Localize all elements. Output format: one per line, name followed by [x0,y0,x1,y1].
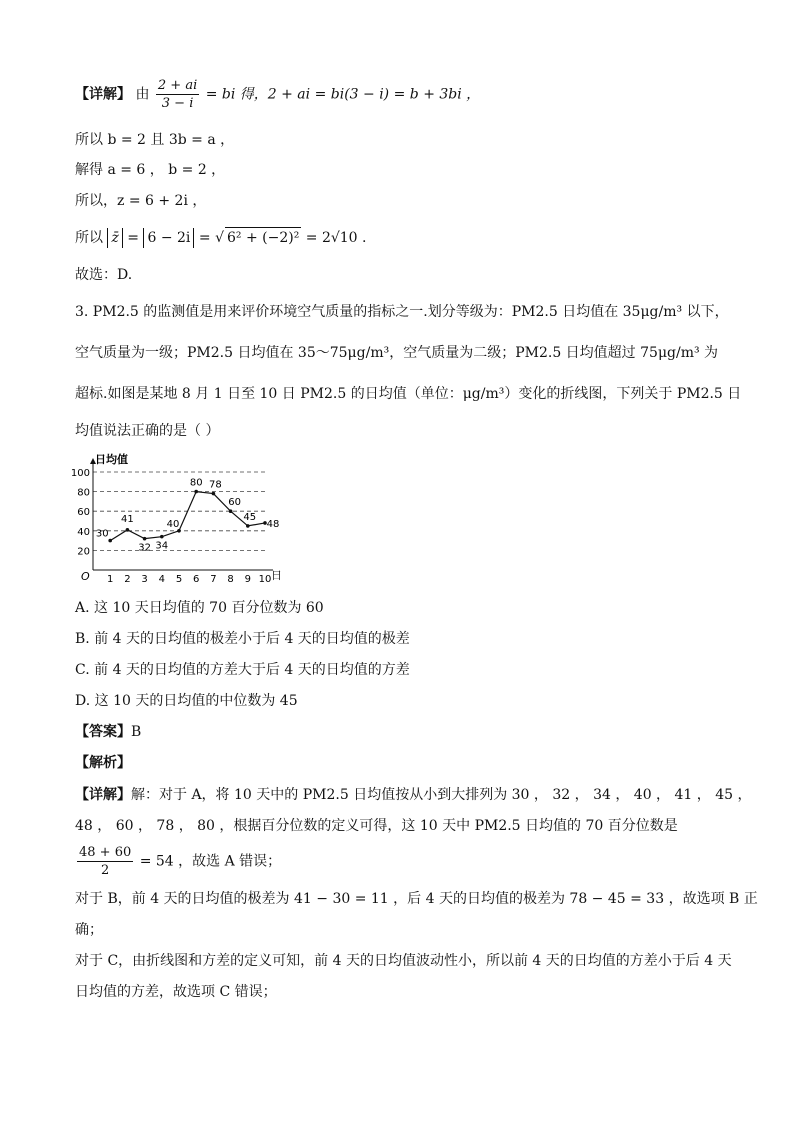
chart-point [194,490,198,494]
chart-x-tick-label: 6 [193,574,200,585]
detail-2-line-2: 48 ， 60 ， 78 ， 80 ，根据百分位数的定义可得，这 10 天中 PM2.5 日均值的 70 百分位数是 [75,818,678,834]
answer-value: B [131,724,142,740]
sqrt-radicand: 6² + (−2)² [225,227,301,248]
chart-x-tick-label: 5 [175,574,183,585]
chart-data-label: 45 [243,511,257,523]
answer-label: 【答案】 [75,724,131,740]
detail-2-text-1: 解：对于 A，将 10 天中的 PM2.5 日均值按从小到大排列为 30 ， 32 ， 34 ， 40 ， 41 ， 45 ， [131,787,752,803]
chart-data-label: 80 [189,477,203,489]
question-line-1: 3. PM2.5 的监测值是用来评价环境空气质量的指标之一.划分等级为：PM2.5 日均值在 35μg/m³ 以下， [75,304,729,320]
detail-2-line-3 [75,844,281,879]
question-line-4: 均值说法正确的是（ ） [75,423,220,439]
fraction-numerator-2: 48 + 60 [79,845,132,860]
chart-x-tick-label: 4 [158,574,165,585]
chart-point [160,535,164,539]
option-a: A. 这 10 天日均值的 70 百分位数为 60 [75,600,324,616]
chart-point [143,537,147,541]
chart-y-tick-label: 80 [77,487,90,499]
fraction-numerator: 2 + ai [157,78,198,93]
chart-y-tick-label: 60 [77,507,90,519]
question-line-2: 空气质量为一级；PM2.5 日均值在 35～75μg/m³，空气质量为二级；PM2.5 日均值超过 75μg/m³ 为 [75,345,719,361]
detail-lead: 由 [135,86,150,103]
detail-1-line-2: 所以 b = 2 且 3b = a ， [75,132,235,148]
pm25-line-chart [65,452,295,592]
sqrt-icon: √ [215,230,224,246]
detail-2-line-5: 确； [75,922,103,938]
option-d: D. 这 10 天的日均值的中位数为 45 [75,693,298,709]
chart-point [212,492,216,496]
question-line-3: 超标.如图是某地 8 月 1 日至 10 日 PM2.5 的日均值（单位：μg/m³）变化的折线图，下列关于 PM2.5 日 [75,386,742,402]
chart-x-tick-label: 8 [227,574,234,585]
fraction-2ai-over-3i [156,77,199,112]
modulus-conj-z: z̄ [107,228,122,248]
detail-label: 【详解】 [75,86,131,103]
chart-point [108,539,112,543]
chart-y-tick-label: 100 [70,468,90,479]
detail-2-line-4: 对于 B，前 4 天的日均值的极差为 41 − 30 = 11 ，后 4 天的日均值的极差为 78 − 45 = 33 ，故选项 B 正 [75,891,758,907]
option-b: B. 前 4 天的日均值的极差小于后 4 天的日均值的极差 [75,631,410,647]
detail-1-line-4: 所以，z = 6 + 2i ， [75,193,207,209]
chart-data-label: 30 [95,528,109,540]
fraction-denominator-2: 2 [100,863,110,878]
chart-data-label: 41 [121,513,134,525]
detail-1-line-6: 故选：D. [75,267,133,283]
chart-point [246,524,250,528]
equation-1: = bi 得，2 + ai = bi(3 − i) = b + 3bi ， [205,86,481,103]
detail-2-label: 【详解】 [75,787,131,803]
chart-y-axis-label: 日均值 [95,453,128,466]
chart-origin-label: O [81,570,90,583]
chart-x-tick-label: 9 [244,574,251,585]
chart-data-label: 78 [209,479,222,491]
chart-x-tick-label: 2 [124,574,131,585]
fraction-denominator: 3 − i [161,96,194,111]
answer-line [75,722,141,742]
detail-1-line-5 [75,227,367,248]
analysis-label: 【解析】 [75,755,131,771]
chart-data-label: 48 [266,518,280,530]
fraction-48-60-over-2 [77,844,133,879]
detail-2-text-3: = 54 ，故选 A 错误； [139,853,282,870]
chart-data-label: 40 [166,518,180,530]
chart-x-tick-label: 10 [258,574,272,585]
detail-2-line-1 [75,785,751,805]
chart-data-labels [96,478,280,554]
chart-x-tick-label: 3 [141,574,148,585]
chart-x-tick-label: 1 [107,574,114,585]
modulus-lead: 所以 [75,230,103,246]
chart-data-label: 60 [228,497,241,509]
analysis-line [75,753,131,773]
chart-gridlines [93,472,265,550]
chart-y-tick-label: 40 [77,526,90,538]
detail-1-line-1 [75,77,480,112]
modulus-result: = 2√10 . [305,230,367,246]
chart-y-tick-label: 20 [77,546,90,558]
chart-data-label: 32 [138,542,151,554]
detail-2-line-7: 日均值的方差，故选项 C 错误； [75,984,277,1000]
option-c: C. 前 4 天的日均值的方差大于后 4 天的日均值的方差 [75,662,410,678]
detail-1-line-3: 解得 a = 6 ， b = 2 ， [75,162,226,178]
chart-x-tick-label: 7 [210,574,217,585]
chart-point [126,528,130,532]
equals-sign-2: = [198,230,211,246]
chart-x-axis-label: 日 [271,569,282,582]
detail-2-line-6: 对于 C，由折线图和方差的定义可知，前 4 天的日均值波动性小，所以前 4 天的日均值的方差小于后 4 天 [75,953,732,969]
equals-sign: = [127,230,140,246]
chart-data-label: 34 [155,540,169,552]
chart-point [229,509,233,513]
modulus-6-2i: 6 − 2i [143,228,194,248]
